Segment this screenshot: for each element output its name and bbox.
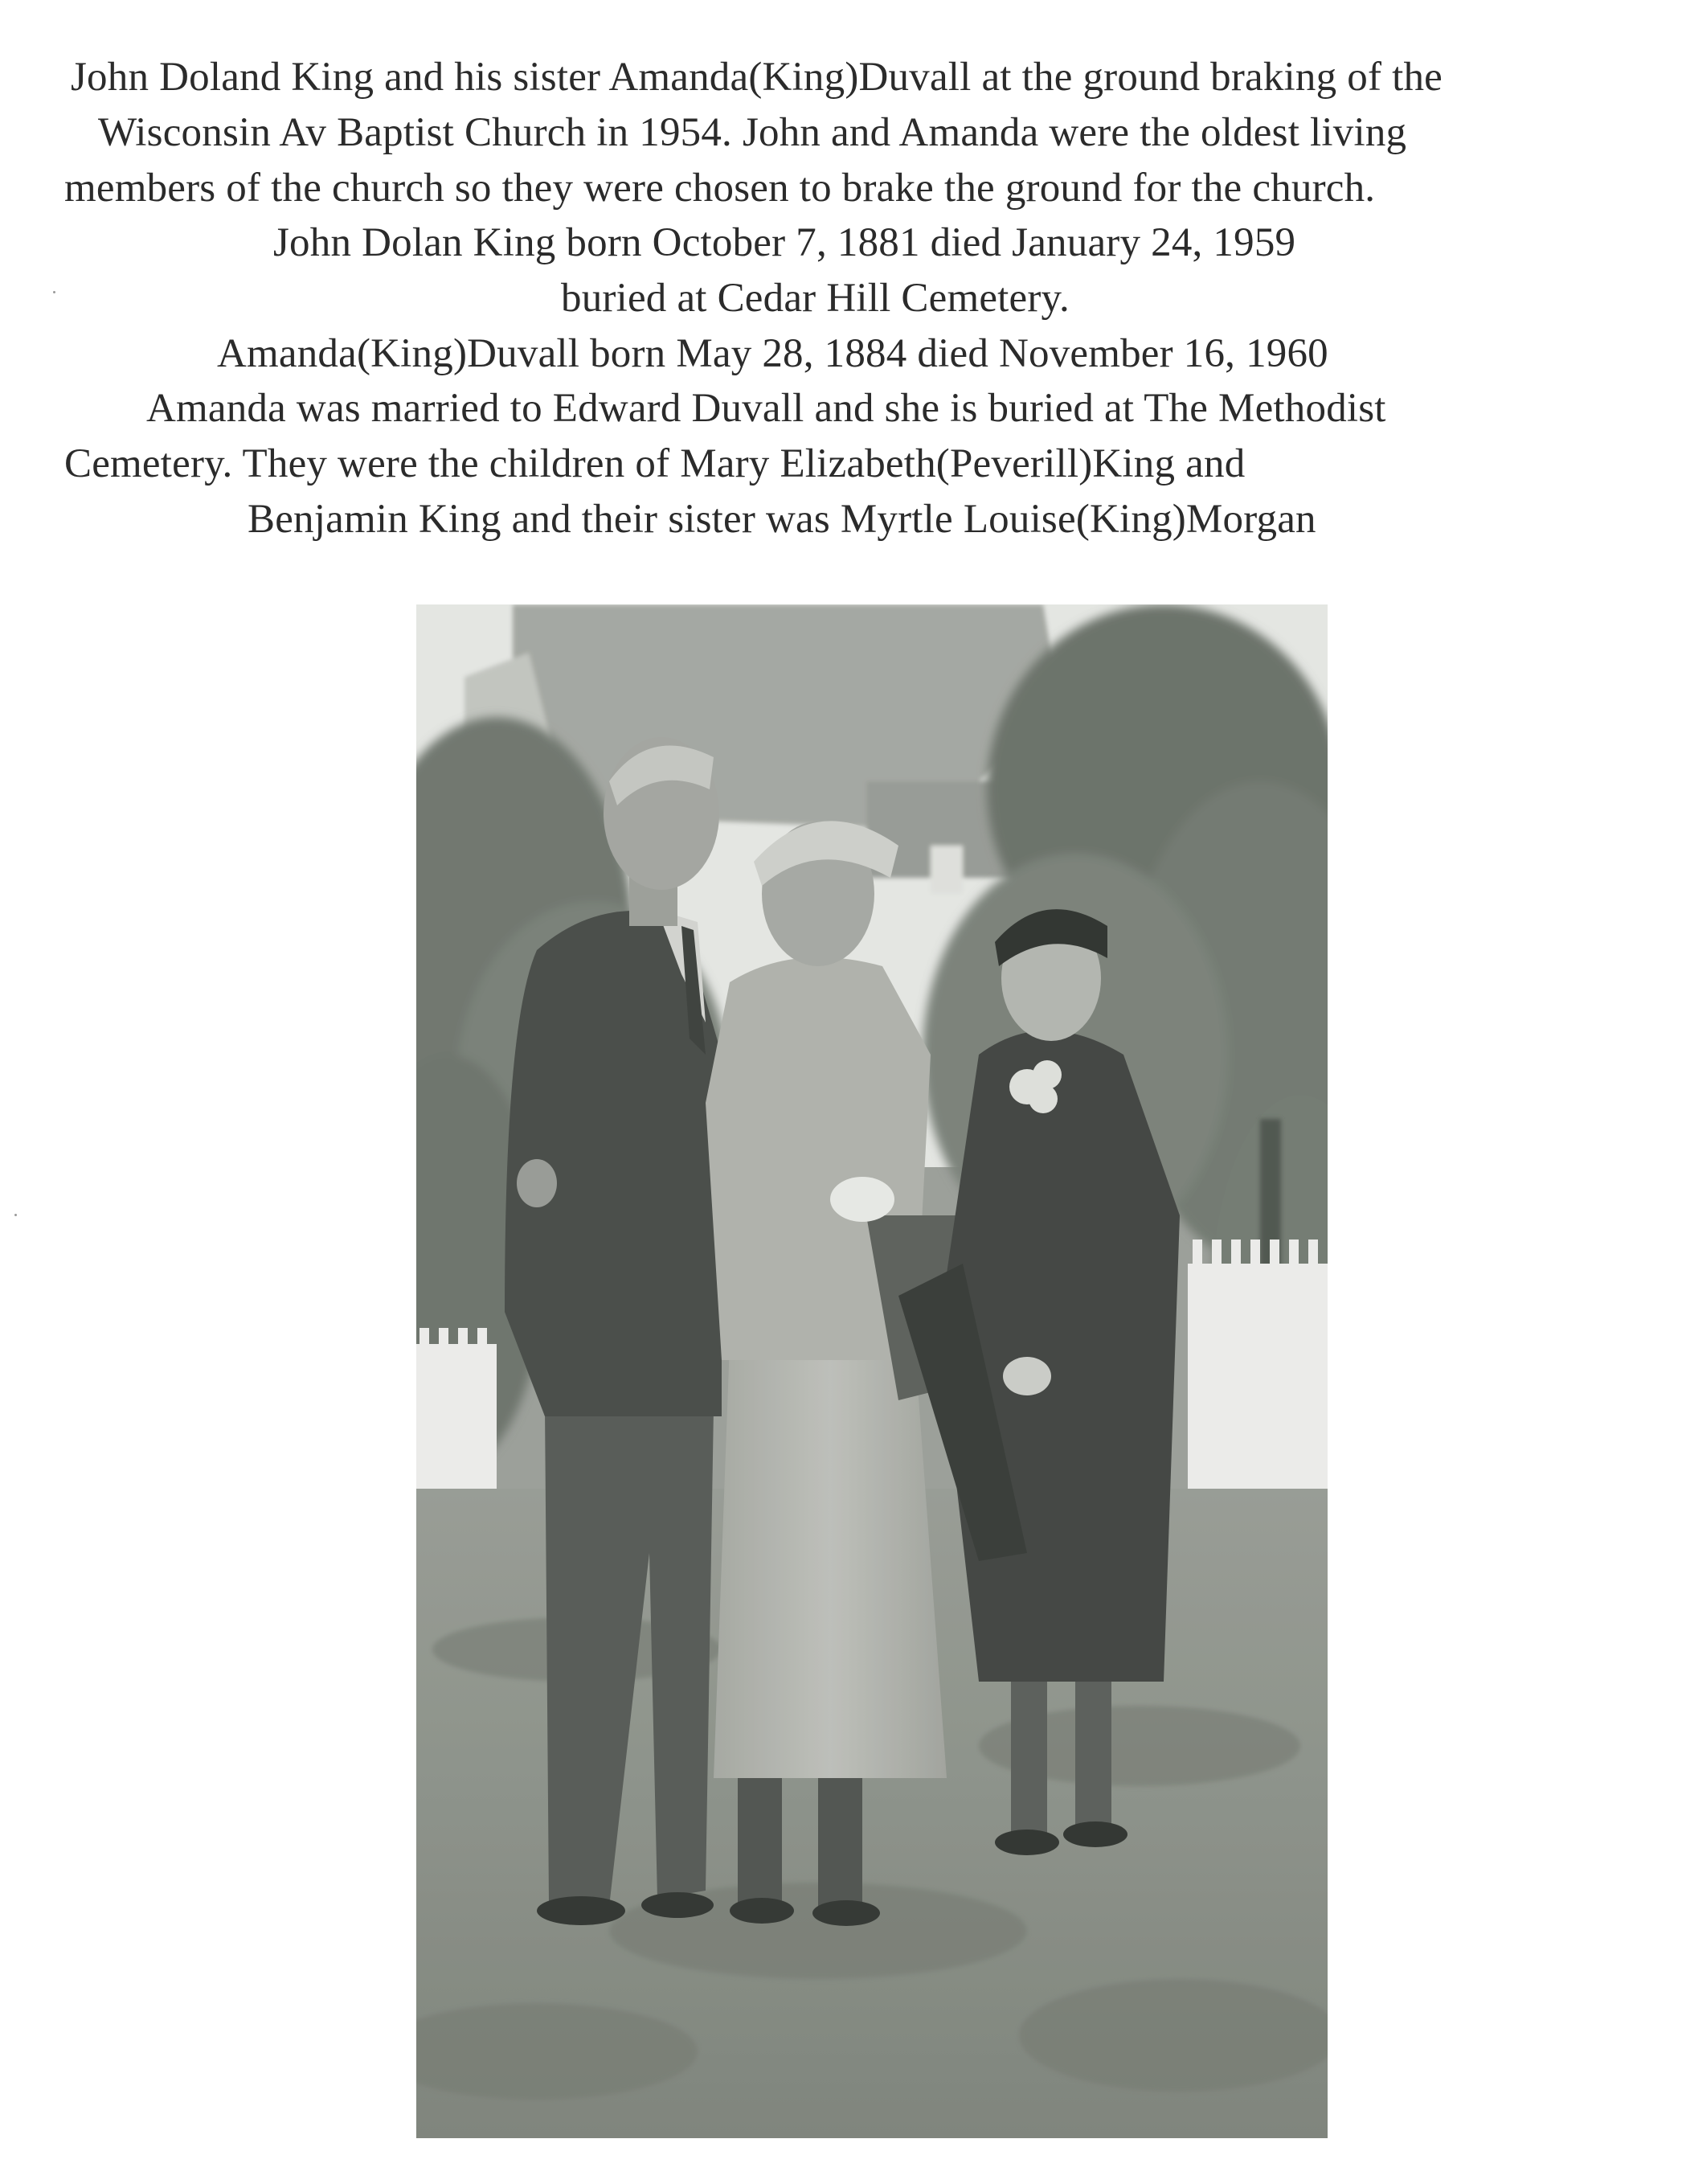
caption-line-4: John Dolan King born October 7, 1881 died January 24, 1959 [273,220,1296,265]
caption-line-8: Cemetery. They were the children of Mary Elizabeth(Peverill)King and [64,441,1246,486]
photo-tone-overlay [416,604,1328,2138]
photograph-illustration [416,604,1328,2138]
caption-line-7: Amanda was married to Edward Duvall and she is buried at The Methodist [146,386,1386,431]
caption-line-6: Amanda(King)Duvall born May 28, 1884 died November 16, 1960 [217,331,1328,376]
scan-speck [14,1214,17,1216]
caption-line-3: members of the church so they were chosen to brake the ground for the church. [64,166,1376,211]
caption-line-2: Wisconsin Av Baptist Church in 1954. John and Amanda were the oldest living [98,110,1407,155]
caption-block [0,0,1682,563]
scan-speck [53,291,55,293]
caption-line-9: Benjamin King and their sister was Myrtle Louise(King)Morgan [248,497,1316,542]
photograph [416,604,1328,2138]
caption-line-5: buried at Cedar Hill Cemetery. [561,276,1070,321]
caption-line-1: John Doland King and his sister Amanda(King)Duvall at the ground braking of the [71,55,1443,100]
